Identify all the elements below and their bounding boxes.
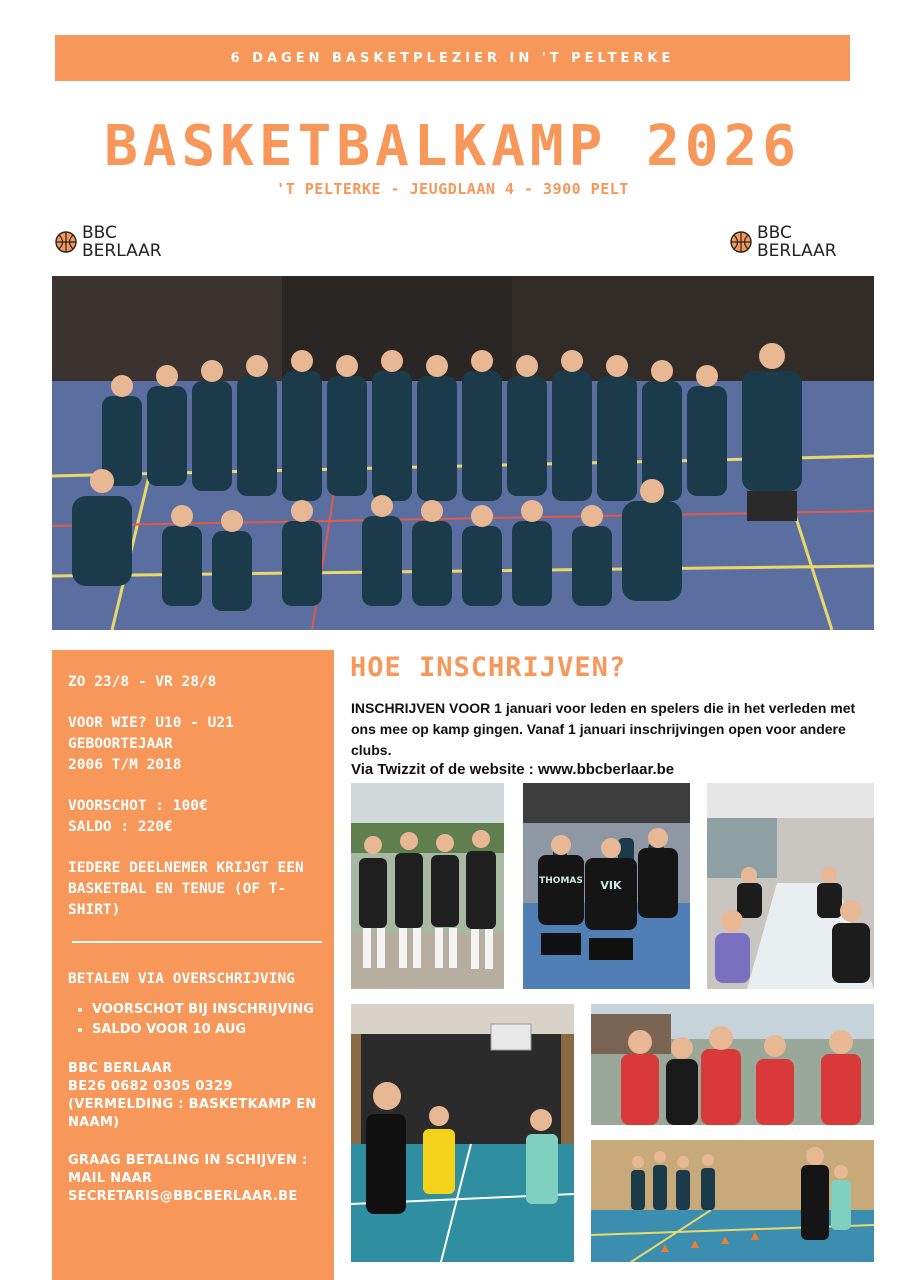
page-title: BASKETBALKAMP 2026 — [104, 114, 801, 179]
bank-account-name: BBC BERLAAR — [68, 1061, 173, 1076]
photo-canteen — [707, 783, 874, 989]
group-photo — [52, 276, 874, 630]
camp-dates: ZO 23/8 - VR 28/8 — [68, 674, 217, 690]
banner-text: 6 DAGEN BASKETPLEZIER IN 'T PELTERKE — [230, 50, 675, 66]
photo-drills-illustration — [591, 1140, 874, 1262]
top-banner — [55, 35, 850, 81]
photo-girls-outdoor — [591, 1004, 874, 1125]
info-panel — [52, 650, 334, 1280]
payment-note — [68, 1152, 320, 1206]
gift-info: IEDERE DEELNEMER KRIJGT EEN BASKETBAL EN TENUE (OF T-SHIRT) — [68, 860, 304, 918]
photo-jersey-illustration — [523, 783, 690, 989]
payment-title: BETALEN VIA OVERSCHRIJVING — [68, 971, 295, 987]
target-group-line-1: VOOR WIE? U10 - U21 — [68, 715, 234, 731]
divider — [72, 941, 322, 943]
bank-iban: BE26 0682 0305 0329 — [68, 1079, 233, 1094]
payment-item: • VOORSCHOT BIJ INSCHRIJVING — [92, 1000, 320, 1020]
photo-backpacks — [351, 783, 504, 989]
basketball-icon — [730, 231, 752, 253]
logo-line-1: BBC — [757, 223, 792, 243]
deposit-price: VOORSCHOT : 100€ — [68, 798, 208, 814]
registration-link[interactable]: Via Twizzit of de website : www.bbcberlaar.be — [351, 761, 675, 778]
photo-girls-illustration — [591, 1004, 874, 1125]
registration-title: HOE INSCHRIJVEN? — [350, 652, 627, 683]
photo-drills — [591, 1140, 874, 1262]
balance-price: SALDO : 220€ — [68, 819, 173, 835]
club-logo-right — [730, 222, 837, 262]
jersey-name-thomas: THOMAS — [539, 876, 583, 886]
photo-backpacks-illustration — [351, 783, 504, 989]
jersey-name-vik: VIK — [600, 879, 622, 892]
photo-canteen-illustration — [707, 783, 874, 989]
bank-info — [68, 1060, 320, 1132]
bank-reference: (VERMELDING : BASKETKAMP EN NAAM) — [68, 1097, 317, 1130]
basketball-icon — [55, 231, 77, 253]
price-info — [68, 796, 320, 838]
target-group — [68, 713, 320, 776]
registration-text: INSCHRIJVEN VOOR 1 januari voor leden en spelers die in het verleden met ons mee op kamp gingen. Vanaf 1 januari inschrijvingen open voor andere clubs. — [351, 700, 856, 758]
payment-note-line-1: GRAAG BETALING IN SCHIJVEN : — [68, 1153, 308, 1168]
group-photo-illustration — [52, 276, 874, 630]
club-logo-left — [55, 222, 162, 262]
payment-item: • SALDO VOOR 10 AUG — [92, 1020, 320, 1040]
logo-line-1: BBC — [82, 223, 117, 243]
contact-email[interactable]: SECRETARIS@BBCBERLAAR.BE — [68, 1189, 298, 1204]
page-subtitle: 'T PELTERKE - JEUGDLAAN 4 - 3900 PELT — [276, 180, 629, 198]
target-group-line-2: GEBOORTEJAAR — [68, 736, 173, 752]
photo-jersey-names — [523, 783, 690, 989]
photo-hall-training — [351, 1004, 574, 1262]
logo-line-2: BERLAAR — [82, 241, 162, 261]
logo-line-2: BERLAAR — [757, 241, 837, 261]
photo-hall-illustration — [351, 1004, 574, 1262]
payment-list — [68, 1000, 320, 1040]
target-group-line-3: 2006 T/M 2018 — [68, 757, 182, 773]
payment-note-line-2: MAIL NAAR — [68, 1171, 153, 1186]
